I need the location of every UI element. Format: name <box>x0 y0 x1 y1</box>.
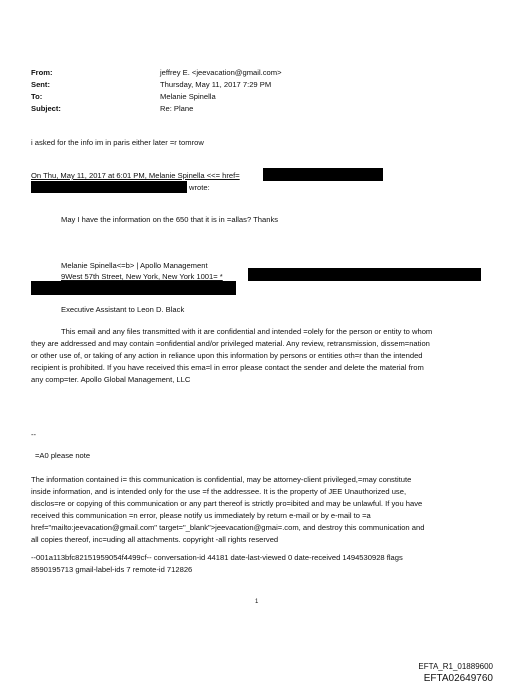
to-label: To: <box>31 92 43 101</box>
confidentiality-line: they are addressed and may contain =onfidential and/or privileged material. Any review, retransmission, dissem=nation <box>31 339 430 348</box>
quote-intro: On Thu, May 11, 2017 at 6:01 PM, Melanie Spinella <<= href= <box>31 171 240 180</box>
signature-title: Executive Assistant to Leon D. Black <box>61 305 185 314</box>
redaction-box <box>263 168 383 181</box>
notice-line: all copies thereof, inc=uding all attachments. copyright -all rights reserved <box>31 535 279 544</box>
quote-wrote: wrote: <box>189 183 210 192</box>
from-value: jeffrey E. <jeevacation@gmail.com> <box>160 68 282 77</box>
footer-ref-1: EFTA_R1_01889600 <box>418 662 493 671</box>
redaction-box <box>248 268 481 281</box>
separator-dashes: -- <box>31 430 37 439</box>
meta-line: 8590195713 gmail-label-ids 7 remote-id 712826 <box>31 565 193 574</box>
confidentiality-line: any comp=ter. Apollo Global Management, LLC <box>31 375 191 384</box>
notice-line: href="mailto:jeevacation@gmail.com" target="_blank">jeevacation@gmai=.com, and destroy this communication and <box>31 523 425 532</box>
reply-line: i asked for the info im in paris either later =r tomrow <box>31 138 204 147</box>
signature-address: 9West 57th Street, New York, New York 1001= * <box>61 272 223 281</box>
to-value: Melanie Spinella <box>160 92 216 101</box>
confidentiality-line: recipient is prohibited. If you have received this ema=l in error please contact the sender and delete the material from <box>31 363 424 372</box>
footer-ref-2: EFTA02649760 <box>423 673 493 684</box>
subject-label: Subject: <box>31 104 61 113</box>
sent-label: Sent: <box>31 80 50 89</box>
page-number: 1 <box>255 599 259 605</box>
subject-value: Re: Plane <box>160 104 194 113</box>
notice-line: The information contained i= this communication is confidential, may be attorney-client privileged,=may constitute <box>31 475 412 484</box>
redaction-box <box>31 281 236 295</box>
redaction-box <box>31 181 187 193</box>
notice-line: inside information, and is intended only for the use =f the addressee. It is the property of JEE Unauthorized use, <box>31 487 407 496</box>
notice-line: disclos=re or copying of this communication or any part thereof is strictly pro=ibited and may be unlawful. If you have <box>31 499 423 508</box>
notice-line: received this communication =n error, please notify us immediately by return e-mail or by e-mail to =a <box>31 511 371 520</box>
sent-value: Thursday, May 11, 2017 7:29 PM <box>160 80 272 89</box>
signature-name: Melanie Spinella<=b> | Apollo Management <box>61 261 208 270</box>
meta-line: --001a113bfc82151959054f4499cf-- conversation-id 44181 date-last-viewed 0 date-received 1494530928 flags <box>31 553 403 562</box>
from-label: From: <box>31 68 53 77</box>
confidentiality-line: This email and any files transmitted with it are confidential and intended =olely for the person or entity to whom <box>61 327 433 336</box>
confidentiality-line: or other use of, or taking of any action in reliance upon this information by persons or entities oth=r than the intended <box>31 351 423 360</box>
question-line: May I have the information on the 650 that it is in =allas? Thanks <box>61 215 279 224</box>
note-line: =A0 please note <box>35 451 91 460</box>
